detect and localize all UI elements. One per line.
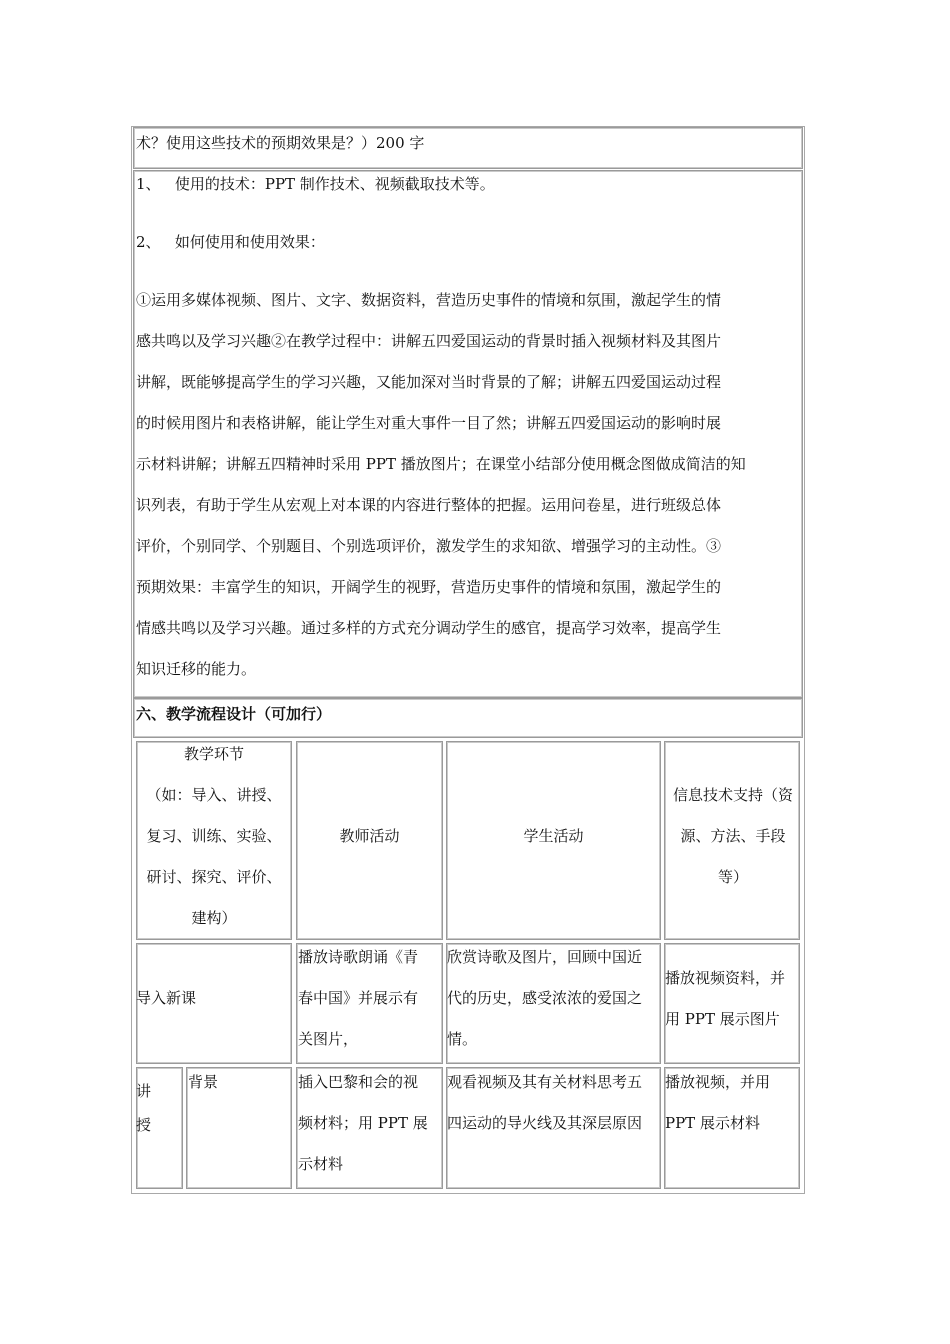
header-stage-text [138, 734, 290, 939]
row2-stage-main-text [136, 1062, 151, 1154]
header-it-line: 等） [717, 868, 748, 886]
answer-line: 的时候用图片和表格讲解，能让学生对重大事件一目了然；讲解五四爱国运动的影响时展 [136, 414, 722, 432]
answer-line: 知识迁移的能力。 [136, 660, 257, 678]
row1-it-text [665, 958, 785, 1040]
answer-body [136, 280, 802, 690]
row1-teacher-line: 春中国》并展示有 [298, 989, 419, 1007]
question-text: 术？使用这些技术的预期效果是？）200 字 [136, 134, 425, 152]
header-it-line: 信息技术支持（资 [672, 786, 793, 804]
row2-it-text [665, 1062, 770, 1144]
row1-student-text [447, 937, 642, 1060]
row2-stage-main-char: 授 [136, 1116, 152, 1134]
answer-line: ①运用多媒体视频、图片、文字、数据资料，营造历史事件的情境和氛围，激起学生的情 [136, 291, 722, 309]
header-it-text [664, 775, 802, 898]
row1-student-line: 欣赏诗歌及图片，回顾中国近 [447, 948, 643, 966]
answer-item-1: 1、 使用的技术：PPT 制作技术、视频截取技术等。 [136, 175, 495, 193]
row2-student-line: 观看视频及其有关材料思考五 [447, 1073, 643, 1091]
answer-line: 情感共鸣以及学习兴趣。通过多样的方式充分调动学生的感官，提高学习效率，提高学生 [136, 619, 722, 637]
row2-student-text [447, 1062, 642, 1144]
section6-heading: 六、教学流程设计（可加行） [136, 705, 332, 723]
row2-it-line: PPT 展示材料 [665, 1114, 760, 1132]
header-teacher-text: 教师活动 [339, 827, 400, 845]
header-stage-line: 研讨、探究、评价、 [146, 868, 282, 886]
row2-teacher-line: 频材料；用 PPT 展 [298, 1114, 428, 1132]
row1-stage-text: 导入新课 [136, 989, 197, 1007]
answer-line: 感共鸣以及学习兴趣②在教学过程中：讲解五四爱国运动的背景时插入视频材料及其图片 [136, 332, 722, 350]
header-it-line: 源、方法、手段 [680, 827, 786, 845]
answer-line: 讲解，既能够提高学生的学习兴趣，又能加深对当时背景的了解；讲解五四爱国运动过程 [136, 373, 722, 391]
answer-line: 评价，个别同学、个别题目、个别选项评价，激发学生的求知欲、增强学习的主动性。③ [136, 537, 722, 555]
answer-line: 预期效果：丰富学生的知识，开阔学生的视野，营造历史事件的情境和氛围，激起学生的 [136, 578, 722, 596]
header-stage-line: （如：导入、讲授、 [146, 786, 282, 804]
row1-it-line: 播放视频资料，并 [665, 969, 786, 987]
row1-student-line: 代的历史，感受浓浓的爱国之 [447, 989, 643, 1007]
answer-line: 识列表，有助于学生从宏观上对本课的内容进行整体的把握。运用问卷星，进行班级总体 [136, 496, 722, 514]
row1-teacher-text [298, 937, 418, 1060]
row2-stage-main-char: 讲 [136, 1082, 152, 1100]
header-student-text: 学生活动 [523, 827, 584, 845]
row2-teacher-text [298, 1062, 428, 1185]
header-stage-line: 复习、训练、实验、 [146, 827, 282, 845]
row2-student-line: 四运动的导火线及其深层原因 [447, 1114, 643, 1132]
answer-line: 示材料讲解；讲解五四精神时采用 PPT 播放图片；在课堂小结部分使用概念图做成简洁的知 [136, 455, 746, 473]
row2-teacher-line: 插入巴黎和会的视 [298, 1073, 419, 1091]
header-stage-line: 建构） [191, 909, 237, 927]
row2-it-line: 播放视频，并用 [665, 1073, 771, 1091]
answer-item-2: 2、 如何使用和使用效果： [136, 233, 325, 251]
row2-teacher-line: 示材料 [298, 1155, 344, 1173]
row2-stage-sub-text: 背景 [188, 1073, 219, 1091]
header-stage-line: 教学环节 [183, 745, 244, 763]
row1-it-line: 用 PPT 展示图片 [665, 1010, 780, 1028]
row1-teacher-line: 播放诗歌朗诵《青 [298, 948, 419, 966]
row1-teacher-line: 关图片， [298, 1030, 359, 1048]
row1-student-line: 情。 [447, 1030, 478, 1048]
